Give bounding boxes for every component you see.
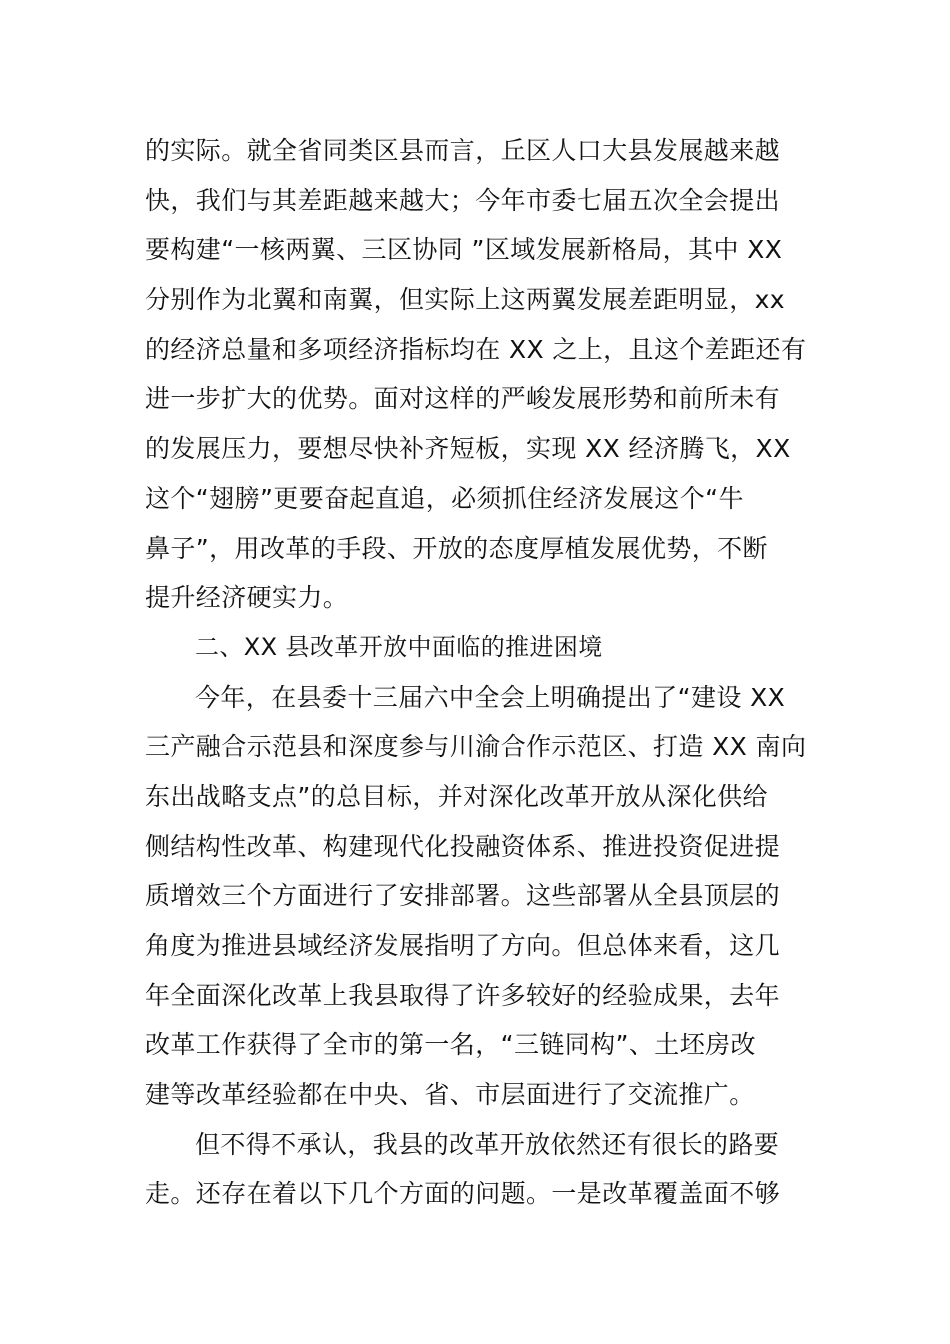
text-line: 侧结构性改革、构建现代化投融资体系、推进投资促进提 <box>145 831 781 861</box>
paragraph <box>145 1120 815 1219</box>
text-line: 质增效三个方面进行了安排部署。这些部署从全县顶层的 <box>145 881 781 911</box>
text-line: 的实际。就全省同类区县而言，丘区人口大县发展越来越 <box>145 136 781 165</box>
text-line: 今年，在县委十三届六中全会上明确提出了“建设 XX <box>195 682 786 712</box>
paragraph-continuation <box>145 126 815 623</box>
text-line: 改革工作获得了全市的第一名，“三链同构”、土坯房改 <box>145 1030 756 1060</box>
section-heading <box>145 623 815 673</box>
text-line: 的发展压力，要想尽快补齐短板，实现 XX 经济腾飞，XX <box>145 434 791 464</box>
text-line: 三产融合示范县和深度参与川渝合作示范区、打造 XX 南向 <box>145 732 807 762</box>
text-line: 东出战略支点”的总目标，并对深化改革开放从深化供给 <box>145 781 768 811</box>
text-line: 但不得不承认，我县的改革开放依然还有很长的路要 <box>195 1129 780 1159</box>
text-line: 要构建“一核两翼、三区协同 ”区域发展新格局，其中 XX <box>145 235 783 265</box>
text-line: 进一步扩大的优势。面对这样的严峻发展形势和前所未有 <box>145 384 781 414</box>
text-line: 提升经济硬实力。 <box>145 583 349 613</box>
text-line: 分别作为北翼和南翼，但实际上这两翼发展差距明显，xx <box>145 285 785 315</box>
text-line: 角度为推进县域经济发展指明了方向。但总体来看，这几 <box>145 931 781 960</box>
text-line: 的经济总量和多项经济指标均在 XX 之上，且这个差距还有 <box>145 334 807 364</box>
text-line: 走。还存在着以下几个方面的问题。一是改革覆盖面不够 <box>145 1179 781 1209</box>
text-line: 年全面深化改革上我县取得了许多较好的经验成果，去年 <box>145 980 781 1010</box>
text-line: 建等改革经验都在中央、省、市层面进行了交流推广。 <box>145 1080 755 1110</box>
document-body <box>145 126 815 1219</box>
text-line: 鼻子”，用改革的手段、开放的态度厚植发展优势，不断 <box>145 533 768 563</box>
paragraph <box>145 673 815 1120</box>
section-heading-text: 二、XX 县改革开放中面临的推进困境 <box>195 632 603 661</box>
text-line: 这个“翅膀”更要奋起直追，必须抓住经济发展这个“牛 <box>145 483 744 513</box>
text-line: 快，我们与其差距越来越大；今年市委七届五次全会提出 <box>145 185 781 215</box>
